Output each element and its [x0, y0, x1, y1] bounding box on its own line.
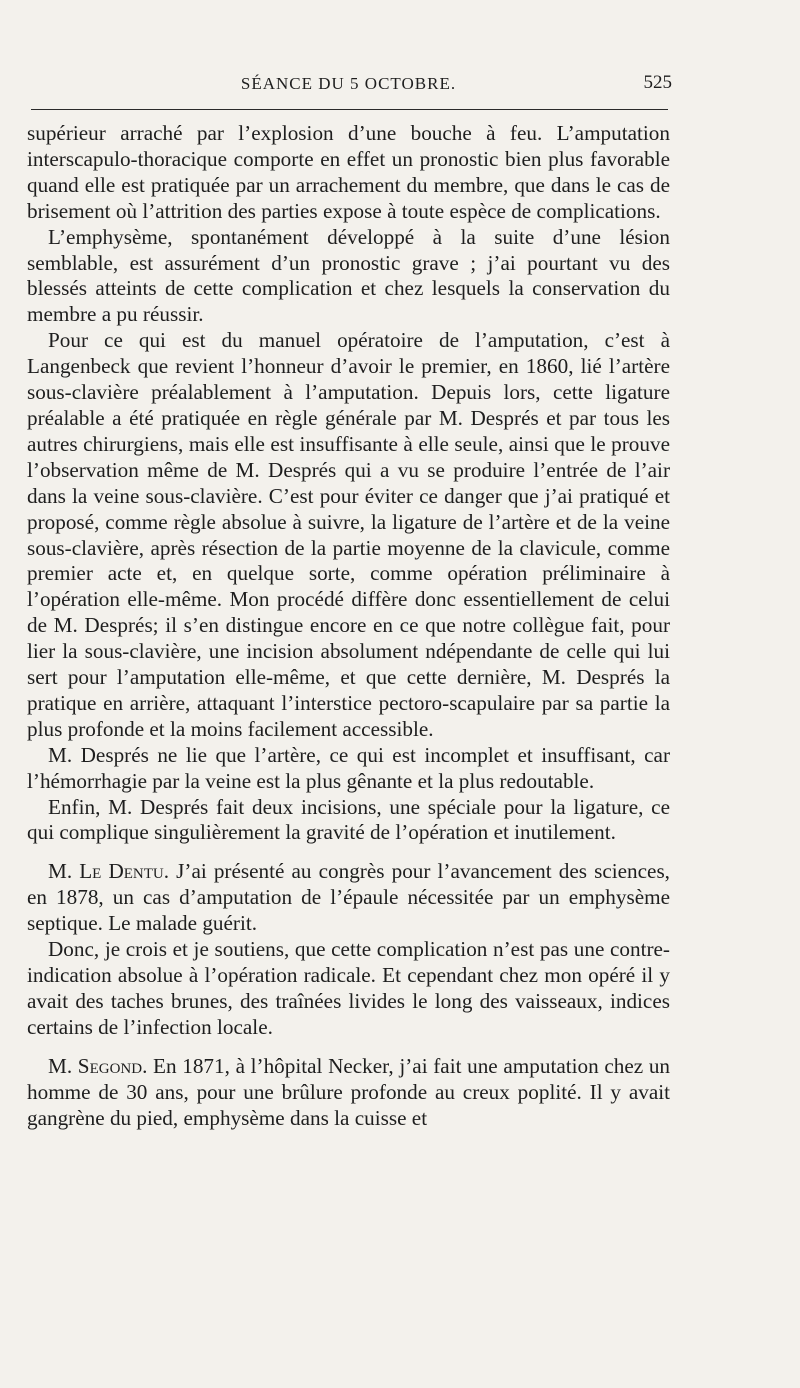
paragraph	[27, 1054, 670, 1132]
paragraph	[27, 859, 670, 937]
paragraph	[27, 937, 670, 1041]
paragraph-text: Donc, je crois et je soutiens, que cette complication n’est pas une contre-indication absolue à l’opération radicale. Et cependant chez mon opéré il y avait des taches brunes, des traînées livides le long des vaisseaux, indices certains de l’infection locale.	[27, 937, 670, 1039]
paragraph-text: supérieur arraché par l’explosion d’une bouche à feu. L’amputation interscapulo-thoracique comporte en effet un pronostic bien plus favorable quand elle est pratiquée par un arrachement du membre, que dans le cas de brisement où l’attrition des parties expose à toute espèce de complications.	[27, 121, 670, 223]
paragraph-text: Pour ce qui est du manuel opératoire de l’amputation, c’est à Langenbeck que revient l’honneur d’avoir le premier, en 1860, lié l’artère sous-clavière préalablement à l’amputation. Depuis lors, cette ligature préalable a été pratiquée en règle générale par M. Després et par tous les autres chirurgiens, mais elle est insuffisante à elle seule, ainsi que le prouve l’observation même de M. Després qui a vu se produire l’entrée de l’air dans la veine sous-clavière. C’est pour éviter ce danger que j’ai pratiqué et proposé, comme règle absolue à suivre, la ligature de l’artère et de la veine sous-clavière, après résection de la partie moyenne de la clavicule, comme premier acte et, en quelque sorte, comme opération préliminaire à l’opération elle-même. Mon procédé diffère donc essentiellement de celui de M. Després; il s’en distingue encore en ce que notre collègue fait, pour lier la sous-clavière, une incision absolument ndépendante de celle qui lui sert pour l’amputation elle-même, et que cette dernière, M. Després la pratique en arrière, attaquant l’interstice pectoro-scapulaire par sa partie la plus profonde et la moins facilement accessible.	[27, 328, 670, 741]
paragraph	[27, 743, 670, 795]
paragraph	[27, 121, 670, 225]
paragraph-text: L’emphysème, spontanément développé à la suite d’une lésion semblable, est assurément d’un pronostic grave ; j’ai pourtant vu des blessés atteints de cette complication et chez lesquels la conservation du membre a pu réussir.	[27, 224, 670, 327]
paragraph-text: En 1871, à l’hôpital Necker, j’ai fait une amputation chez un homme de 30 ans, pour une brûlure profonde au creux poplité. Il y avait gangrène du pied, emphysème dans la cuisse et	[27, 1053, 671, 1130]
header-rule	[31, 109, 668, 110]
body-text	[27, 121, 670, 1131]
paragraph	[27, 328, 670, 743]
running-title: SÉANCE DU 5 OCTOBRE.	[240, 74, 457, 93]
page-number: 525	[643, 72, 672, 93]
paragraph	[27, 795, 670, 847]
running-head	[27, 74, 670, 98]
paragraph-text: Enfin, M. Després fait deux incisions, une spéciale pour la ligature, ce qui complique singulièrement la gravité de l’opération et inutilement.	[27, 794, 670, 845]
paragraph-text: J’ai présenté au congrès pour l’avancement des sciences, en 1878, un cas d’amputation de l’épaule nécessitée par un emphysème septique. Le malade guérit.	[27, 859, 670, 936]
speaker-name: M. Le Dentu.	[48, 859, 170, 884]
paragraph	[27, 225, 670, 329]
speaker-name: M. Segond.	[48, 1053, 148, 1078]
paragraph-text: M. Després ne lie que l’artère, ce qui est incomplet et insuffisant, car l’hémorrhagie par la veine est la plus gênante et la plus redoutable.	[27, 742, 670, 793]
